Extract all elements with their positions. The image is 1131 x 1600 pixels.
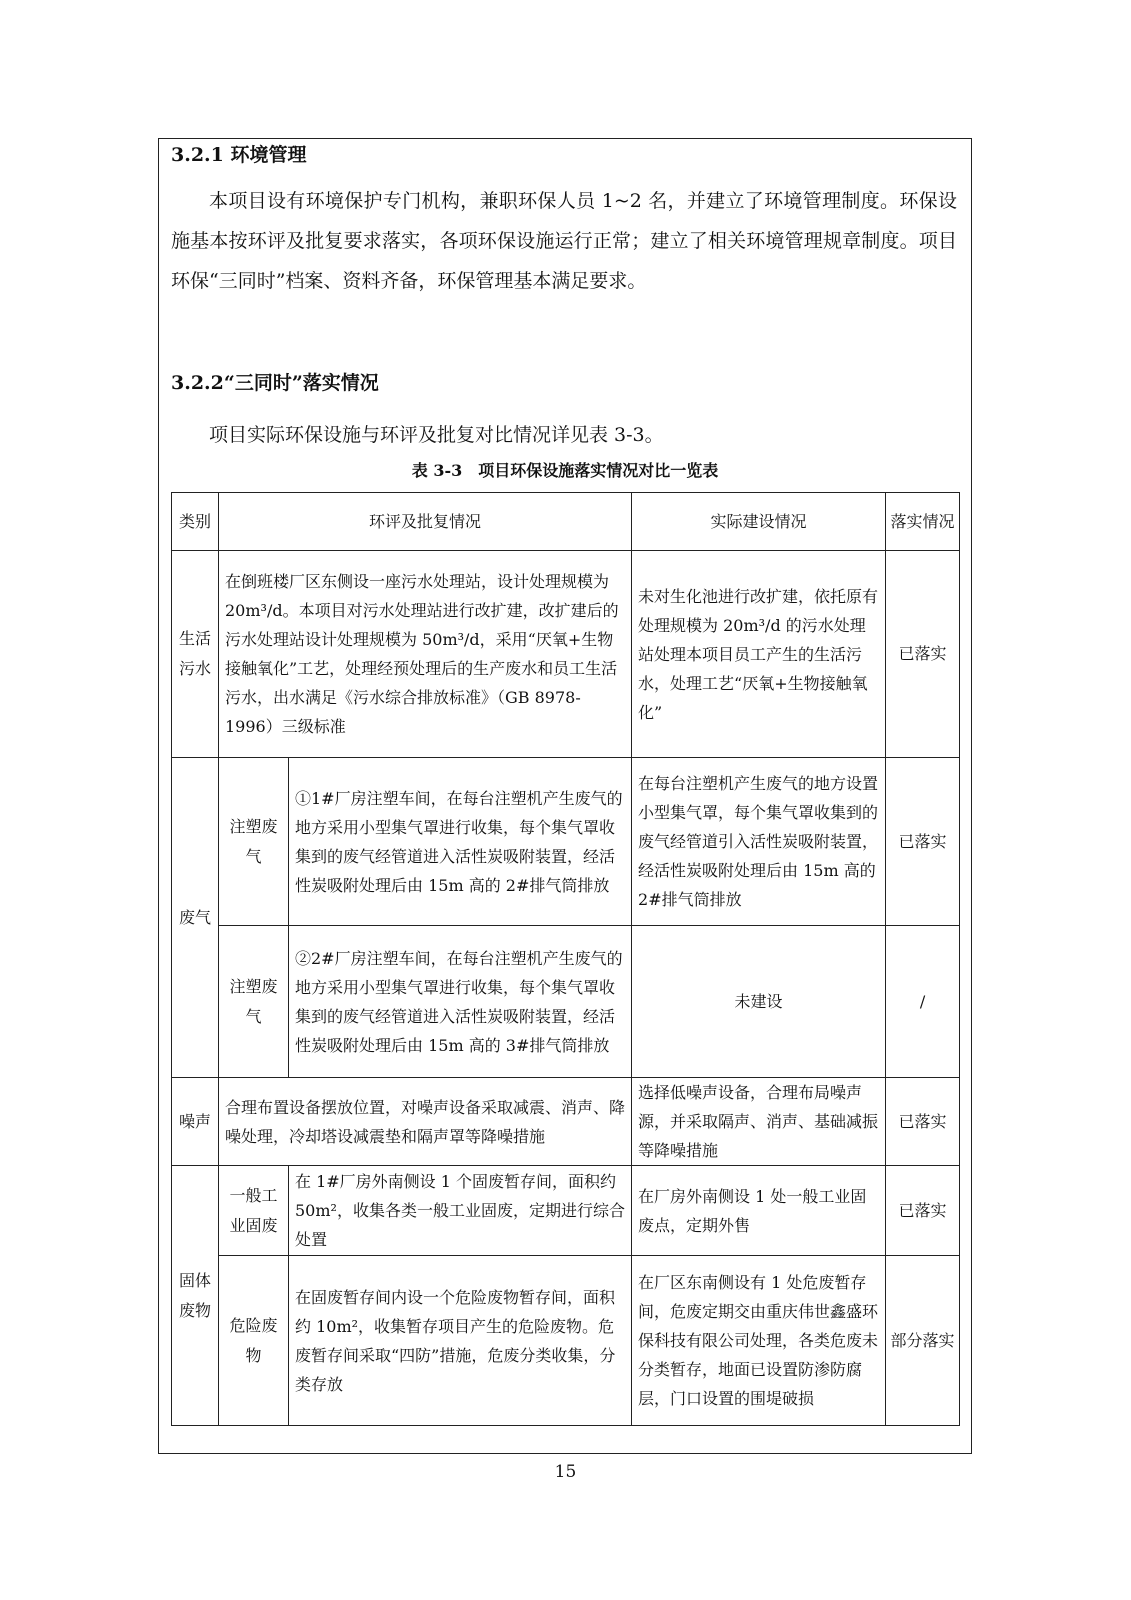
section-paragraph-three-simultaneous: 项目实际环保设施与环评及批复对比情况详见表 3-3。	[209, 424, 664, 446]
cell-requirement: 合理布置设备摆放位置，对噪声设备采取减震、消声、降噪处理，冷却塔设减震垫和隔声罩等降噪措施	[219, 1078, 632, 1166]
cell-category: 废气	[172, 758, 219, 1078]
cell-category: 固体废物	[172, 1166, 219, 1426]
table-row	[172, 1256, 960, 1426]
section-paragraph-environment-management: 本项目设有环境保护专门机构，兼职环保人员 1~2 名，并建立了环境管理制度。环保设施基本按环评及批复要求落实，各项环保设施运行正常；建立了相关环境管理规章制度。项目环保“三同时”档案、资料齐备，环保管理基本满足要求。	[171, 190, 957, 292]
table-row	[172, 551, 960, 758]
cell-subcategory: 危险废物	[219, 1256, 289, 1426]
cell-actual: 选择低噪声设备，合理布局噪声源，并采取隔声、消声、基础减振等降噪措施	[632, 1078, 886, 1166]
cell-subcategory: 注塑废气	[219, 926, 289, 1078]
cell-actual: 未建设	[632, 926, 886, 1078]
table-row	[172, 926, 960, 1078]
cell-actual: 在厂房外南侧设 1 处一般工业固废点，定期外售	[632, 1166, 886, 1256]
table-row	[172, 1166, 960, 1256]
page-number: 15	[554, 1462, 577, 1482]
table-row	[172, 758, 960, 926]
comparison-table	[171, 492, 960, 1426]
cell-status: /	[886, 926, 960, 1078]
cell-category: 生活污水	[172, 551, 219, 758]
header-requirement: 环评及批复情况	[219, 493, 632, 551]
cell-requirement: 在固废暂存间内设一个危险废物暂存间，面积约 10m²，收集暂存项目产生的危险废物。危废暂存间采取“四防”措施，危废分类收集，分类存放	[289, 1256, 632, 1426]
cell-actual: 在每台注塑机产生废气的地方设置小型集气罩，每个集气罩收集到的废气经管道引入活性炭吸附装置，经活性炭吸附处理后由 15m 高的 2#排气筒排放	[632, 758, 886, 926]
table-caption: 表 3-3 项目环保设施落实情况对比一览表	[411, 461, 719, 480]
cell-requirement: ②2#厂房注塑车间，在每台注塑机产生废气的地方采用小型集气罩进行收集，每个集气罩收集到的废气经管道进入活性炭吸附装置，经活性炭吸附处理后由 15m 高的 3#排气筒排放	[289, 926, 632, 1078]
cell-actual: 在厂区东南侧设有 1 处危废暂存间，危废定期交由重庆伟世鑫盛环保科技有限公司处理，各类危废未分类暂存，地面已设置防渗防腐层，门口设置的围堤破损	[632, 1256, 886, 1426]
header-category: 类别	[172, 493, 219, 551]
table-header-row	[172, 493, 960, 551]
cell-status: 已落实	[886, 551, 960, 758]
section-heading-environment-management: 3.2.1 环境管理	[171, 144, 307, 166]
cell-status: 已落实	[886, 1078, 960, 1166]
cell-status: 部分落实	[886, 1256, 960, 1426]
table-row	[172, 1078, 960, 1166]
section-heading-three-simultaneous: 3.2.2“三同时”落实情况	[171, 372, 379, 394]
cell-requirement: 在倒班楼厂区东侧设一座污水处理站，设计处理规模为 20m³/d。本项目对污水处理站进行改扩建，改扩建后的污水处理站设计处理规模为 50m³/d，采用“厌氧+生物接触氧化”工艺，处理经预处理后的生产废水和员工生活污水，出水满足《污水综合排放标准》（GB 8978-1996）三级标准	[219, 551, 632, 758]
cell-status: 已落实	[886, 758, 960, 926]
cell-requirement: 在 1#厂房外南侧设 1 个固废暂存间，面积约 50m²，收集各类一般工业固废，定期进行综合处置	[289, 1166, 632, 1256]
header-status: 落实情况	[886, 493, 960, 551]
cell-requirement: ①1#厂房注塑车间，在每台注塑机产生废气的地方采用小型集气罩进行收集，每个集气罩收集到的废气经管道进入活性炭吸附装置，经活性炭吸附处理后由 15m 高的 2#排气筒排放	[289, 758, 632, 926]
cell-subcategory: 注塑废气	[219, 758, 289, 926]
document-frame	[158, 138, 972, 1454]
cell-status: 已落实	[886, 1166, 960, 1256]
cell-category: 噪声	[172, 1078, 219, 1166]
cell-subcategory: 一般工业固废	[219, 1166, 289, 1256]
header-actual: 实际建设情况	[632, 493, 886, 551]
cell-actual: 未对生化池进行改扩建，依托原有处理规模为 20m³/d 的污水处理站处理本项目员工产生的生活污水，处理工艺“厌氧+生物接触氧化”	[632, 551, 886, 758]
